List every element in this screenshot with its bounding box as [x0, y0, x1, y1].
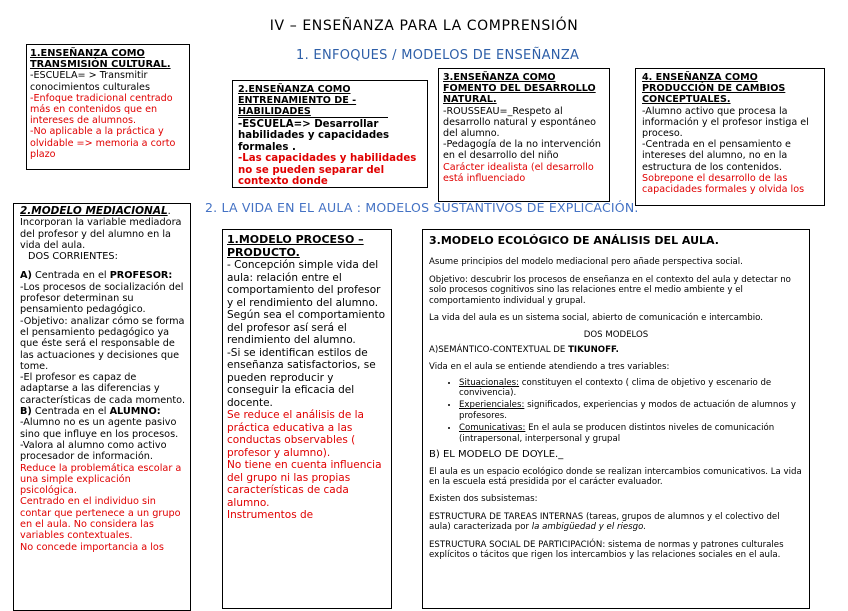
box-entrenamiento-habilidades — [232, 80, 428, 188]
ecologico-b-title: B) EL MODELO DE DOYLE. — [429, 449, 559, 461]
proceso-text-3: -Si se identifican estilos de enseñanza satisfactorios, se pueden reproducir y conseguir la eficacia del docente. — [227, 346, 376, 409]
mediacional-corrientes: DOS CORRIENTES: — [28, 251, 118, 263]
ecologico-a-line — [429, 345, 803, 355]
ecologico-p3: La vida del aula es un sistema social, abierto de comunicación e intercambio. — [429, 313, 763, 324]
mediacional-b2: -Valora al alumno como activo procesador de información. — [20, 439, 167, 463]
list-item — [459, 400, 803, 421]
page-title: IV – ENSEÑANZA PARA LA COMPRENSIÓN — [269, 18, 579, 34]
mediacional-a3: -El profesor es capaz de adaptarse a las diferencias y características de cada momento. — [20, 372, 186, 406]
box-2-text: -ESCUELA=> Desarrollar habilidades y capacidades formales . — [238, 119, 390, 153]
proceso-critique-2: No tiene en cuenta influencia del grupo ni las propias características de cada alumno. — [227, 459, 382, 509]
ecologico-p6-a: ESTRUCTURA DE TAREAS INTERNAS (tareas, grupos de alumnos y el colectivo del aula) caracterizada por — [429, 511, 780, 533]
box-1-critique-2: -No aplicable a la práctica y olvidable => memoria a corto plazo — [30, 126, 176, 160]
box-3-text-1: -ROUSSEAU=_Respeto al desarrollo natural y espontáneo del alumno. — [443, 105, 596, 140]
var-term: Comunicativas: — [459, 423, 526, 434]
box-desarrollo-natural — [438, 68, 610, 202]
ecologico-dos-modelos: DOS MODELOS — [583, 330, 649, 341]
box-3-critique: Carácter idealista (el desarrollo está influenciado — [443, 161, 594, 184]
ecologico-p6-b: la ambigüedad y el riesgo. — [531, 522, 647, 533]
mediacional-critique-2: Centrado en el individuo sin contar que pertenece a un grupo en el aula. No considera las variables contextuales. — [20, 496, 181, 542]
var-term: Situacionales: — [459, 377, 520, 388]
proceso-text-1: - Concepción simple vida del aula: relación entre el comportamiento del profesor y el rendimiento del alumno. — [227, 259, 381, 309]
mediacional-a-mid: Centrada en el — [31, 270, 110, 282]
var-desc: constituyen el contexto ( clima de objetivo y escenario de convivencia). — [459, 377, 772, 399]
var-desc: significados, experiencias y modos de actuación de alumnos y profesores. — [459, 400, 796, 421]
ecologico-a-title: A)SEMÁNTICO-CONTEXTUAL DE — [429, 344, 569, 355]
var-term: Experienciales: — [459, 400, 525, 411]
mediacional-b-line — [20, 406, 186, 417]
ecologico-heading: 3.MODELO ECOLÓGICO DE ANÁLISIS DEL AULA. — [429, 234, 719, 247]
mediacional-critique-1: Reduce la problemática escolar a una simple explicación psicológica. — [20, 462, 182, 497]
ecologico-p2: Objetivo: descubrir los procesos de enseñanza en el contexto del aula y detectar no solo procesos cognitivos sino las relaciones entre el medio ambiente y el comportamiento individual y grupal. — [429, 274, 791, 306]
box-3-text-2: -Pedagogía de la no intervención en el desarrollo del niño — [443, 139, 601, 162]
ecologico-vars-list — [429, 378, 803, 444]
proceso-text-2: Según sea el comportamiento del profesor así será el rendimiento del alumno. — [227, 309, 386, 346]
mediacional-b-mid: Centrada en el — [31, 406, 110, 418]
box-transmision-cultural — [26, 44, 190, 170]
section-2-title: 2. LA VIDA EN EL AULA : MODELOS SUSTANTIVOS DE EXPLICACIÓN. — [205, 200, 639, 215]
mediacional-b-prefix: B) — [20, 406, 32, 418]
box-4-text-2: -Centrada en el pensamiento e intereses del alumno, no en la estructura de los contenidos. — [642, 139, 791, 173]
box-3-heading: 3.ENSEÑANZA COMO FOMENTO DEL DESARROLLO NATURAL. — [443, 72, 596, 106]
box-2-critique: -Las capacidades y habilidades no se pueden separar del contexto donde — [238, 153, 417, 188]
proceso-heading: 1.MODELO PROCESO – PRODUCTO. — [227, 233, 364, 259]
box-modelo-mediacional — [13, 203, 191, 611]
ecologico-p1: Asume principios del modelo mediacional pero añade perspectiva social. — [429, 257, 743, 268]
mediacional-b1: -Alumno no es un agente pasivo sino que influye en los procesos. — [20, 417, 179, 440]
box-4-heading: 4. ENSEÑANZA COMO PRODUCCIÓN DE CAMBIOS CONCEPTUALES. — [642, 72, 786, 106]
proceso-critique-1: Se reduce el análisis de la práctica educativa a las conductas observables ( profesor y alumno). — [227, 409, 364, 459]
box-modelo-ecologico — [422, 229, 810, 609]
ecologico-p6 — [429, 512, 803, 533]
ecologico-p7: ESTRUCTURA SOCIAL DE PARTICIPACIÓN: sistema de normas y patrones culturales explícitos o tácitos que rigen los intercambios y las relaciones sociales en el aula. — [429, 539, 784, 560]
mediacional-heading-line — [20, 206, 186, 217]
ecologico-b-line — [429, 450, 803, 460]
mediacional-a-bold: PROFESOR: — [109, 270, 173, 282]
ecologico-p5: Existen dos subsistemas: — [429, 494, 538, 505]
box-1-text: -ESCUELA= > Transmitir conocimientos culturales — [30, 70, 150, 93]
mediacional-heading-dot: . — [167, 206, 171, 217]
mediacional-a1: -Los procesos de socialización del profesor determinan su pensamiento pedagógico. — [20, 281, 184, 316]
mediacional-a2: -Objetivo: analizar cómo se forma el pensamiento pedagógico ya que éste será el responsable de las actuaciones y decisiones que tome. — [20, 315, 185, 372]
list-item — [459, 423, 803, 444]
ecologico-vars-intro: Vida en el aula se entiende atendiendo a tres variables: — [429, 362, 670, 373]
box-2-heading: 2.ENSEÑANZA COMO ENTRENAMIENTO DE -HABILIDADES — [238, 84, 357, 117]
box-4-text-1: -Alumno activo que procesa la información y el profesor instiga el proceso. — [642, 105, 809, 140]
ecologico-p4: El aula es un espacio ecológico donde se realizan intercambios comunicativos. La vida en la escuela está presidida por el carácter evaluador. — [429, 466, 802, 487]
mediacional-b-bold: ALUMNO: — [109, 406, 161, 418]
box-1-critique-1: -Enfoque tradicional centrado más en contenidos que en intereses de alumnos. — [30, 92, 173, 127]
box-4-critique: Sobrepone el desarrollo de las capacidades formales y olvida los — [642, 172, 805, 196]
box-modelo-proceso-producto — [222, 229, 392, 609]
section-1-title: 1. ENFOQUES / MODELOS DE ENSEÑANZA — [296, 48, 580, 63]
ecologico-b-title-tail: _ — [558, 449, 564, 461]
box-cambios-conceptuales — [635, 68, 825, 206]
box-1-heading: 1.ENSEÑANZA COMO TRANSMISIÓN CULTURAL. — [30, 48, 171, 71]
mediacional-a-line — [20, 270, 186, 281]
ecologico-a-title-bold: TIKUNOFF. — [568, 344, 619, 355]
mediacional-a-prefix: A) — [20, 270, 32, 282]
mediacional-heading: 2.MODELO MEDIACIONAL — [20, 205, 168, 217]
var-desc: En el aula se producen distintos niveles de comunicación (intrapersonal, interpersonal y grupal — [459, 423, 775, 444]
proceso-critique-3: Instrumentos de — [227, 509, 314, 521]
mediacional-intro: Incorporan la variable mediadora del profesor y del alumno en la vida del aula. — [20, 217, 182, 251]
list-item — [459, 378, 803, 399]
mediacional-critique-3: No concede importancia a los — [20, 541, 164, 553]
